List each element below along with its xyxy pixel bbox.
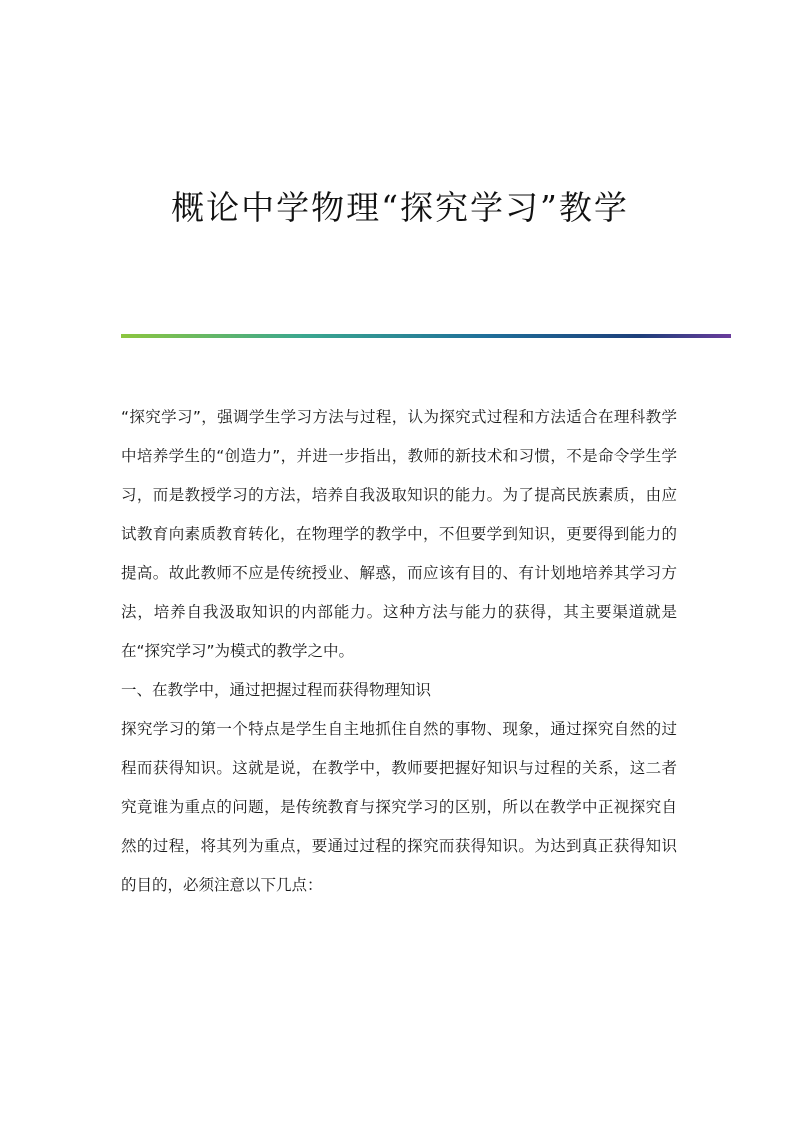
document-body [121,398,677,905]
section-heading: 一、在教学中，通过把握过程而获得物理知识 [121,681,432,699]
section-paragraph: 探究学习的第一个特点是学生自主地抓住自然的事物、现象，通过探究自然的过程而获得知识。这就是说，在教学中，教师要把握好知识与过程的关系，这二者究竟谁为重点的问题，是传统教育与探究学习的区别，所以在教学中正视探究自然的过程，将其列为重点，要通过过程的探究而获得知识。为达到真正获得知识的目的，必须注意以下几点： [121,720,677,894]
document-title: 概论中学物理“探究学习”教学 [171,188,629,227]
title-divider [121,334,731,338]
intro-paragraph: “探究学习”，强调学生学习方法与过程，认为探究式过程和方法适合在理科教学中培养学生的“创造力”，并进一步指出，教师的新技术和习惯，不是命令学生学习，而是教授学习的方法，培养自我汲取知识的能力。为了提高民族素质，由应试教育向素质教育转化，在物理学的教学中，不但要学到知识，更要得到能力的提高。故此教师不应是传统授业、解惑，而应该有目的、有计划地培养其学习方法，培养自我汲取知识的内部能力。这种方法与能力的获得，其主要渠道就是在“探究学习”为模式的教学之中。 [121,408,677,660]
